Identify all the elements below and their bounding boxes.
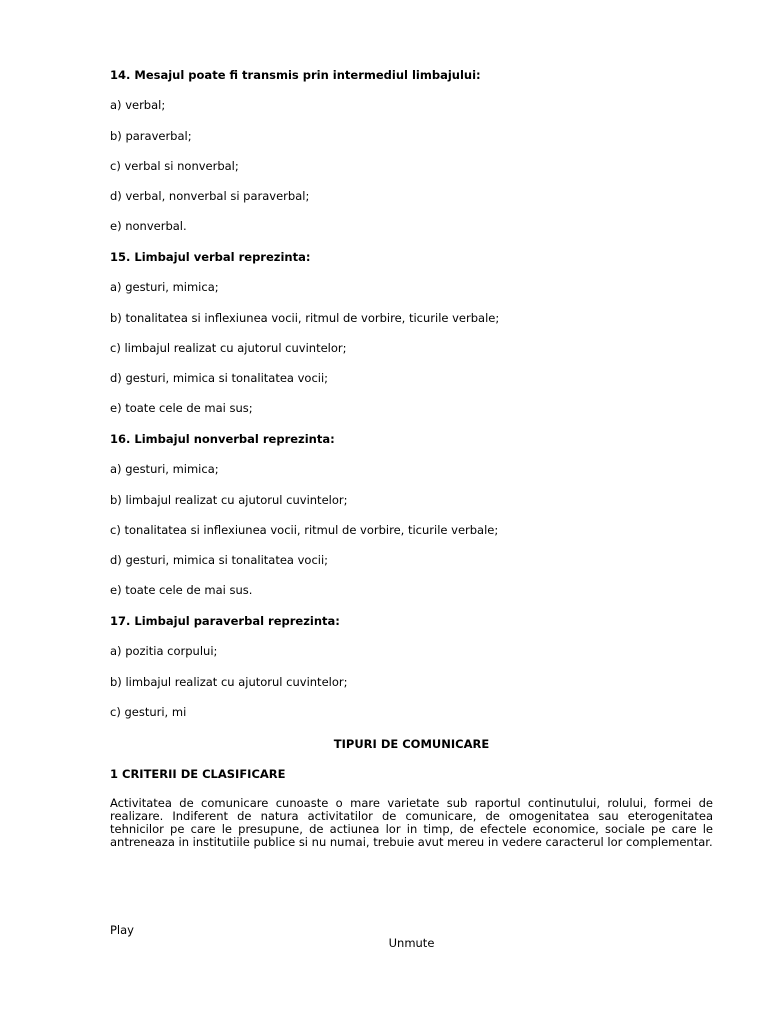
question-14-option-d: d) verbal, nonverbal si paraverbal; bbox=[110, 189, 310, 203]
question-17-option-b: b) limbajul realizat cu ajutorul cuvintelor; bbox=[110, 675, 348, 689]
question-16-option-d: d) gesturi, mimica si tonalitatea vocii; bbox=[110, 553, 329, 567]
question-15-option-c: c) limbajul realizat cu ajutorul cuvintelor; bbox=[110, 341, 347, 355]
question-17-option-c: c) gesturi, mi bbox=[110, 705, 187, 719]
question-14-title: 14. Mesajul poate fi transmis prin intermediul limbajului: bbox=[110, 68, 481, 82]
question-15-title: 15. Limbajul verbal reprezinta: bbox=[110, 250, 311, 264]
section-title: TIPURI DE COMUNICARE bbox=[333, 737, 490, 751]
unmute-button[interactable]: Unmute bbox=[388, 936, 435, 950]
question-14-option-e: e) nonverbal. bbox=[110, 219, 187, 233]
question-14-option-b: b) paraverbal; bbox=[110, 129, 192, 143]
question-16-option-b: b) limbajul realizat cu ajutorul cuvintelor; bbox=[110, 493, 348, 507]
question-15-option-d: d) gesturi, mimica si tonalitatea vocii; bbox=[110, 371, 329, 385]
question-14-option-a: a) verbal; bbox=[110, 98, 166, 112]
question-14-option-c: c) verbal si nonverbal; bbox=[110, 159, 239, 173]
section-paragraph: Activitatea de comunicare cunoaste o mare varietate sub raportul continutului, rolului, formei de realizare. Indiferent de natura activitatilor de comunicare, de omogenitatea sau eterogenitatea tehnicilor pe care le presupune, de actiunea lor in timp, de efectele economice, sociale pe care le antreneaza in institutiile publice si nu numai, trebuie avut mereu in vedere caracterul lor complementar. bbox=[110, 796, 713, 849]
question-16-title: 16. Limbajul nonverbal reprezinta: bbox=[110, 432, 335, 446]
question-15-option-e: e) toate cele de mai sus; bbox=[110, 401, 253, 415]
question-15-option-b: b) tonalitatea si inflexiunea vocii, ritmul de vorbire, ticurile verbale; bbox=[110, 311, 500, 325]
question-17-title: 17. Limbajul paraverbal reprezinta: bbox=[110, 614, 340, 628]
question-17-option-a: a) pozitia corpului; bbox=[110, 644, 218, 658]
question-16-option-a: a) gesturi, mimica; bbox=[110, 462, 219, 476]
question-15-option-a: a) gesturi, mimica; bbox=[110, 280, 219, 294]
section-subtitle: 1 CRITERII DE CLASIFICARE bbox=[110, 767, 286, 781]
question-16-option-e: e) toate cele de mai sus. bbox=[110, 583, 253, 597]
play-button[interactable]: Play bbox=[110, 923, 134, 937]
question-16-option-c: c) tonalitatea si inflexiunea vocii, ritmul de vorbire, ticurile verbale; bbox=[110, 523, 499, 537]
